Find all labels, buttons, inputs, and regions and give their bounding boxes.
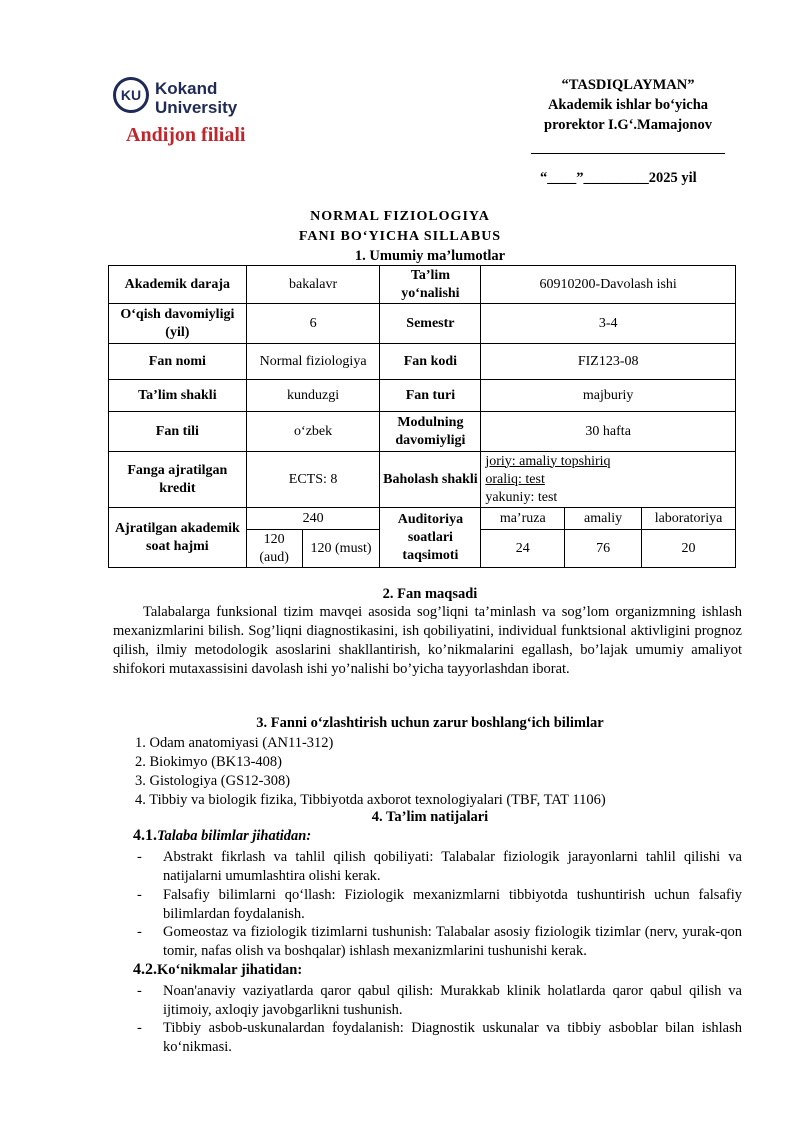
label-cell: O‘qish davomiyligi (yil) xyxy=(109,304,247,344)
label-cell: Fan turi xyxy=(380,380,481,412)
value-cell: 60910200-Davolash ishi xyxy=(481,266,736,304)
logo-wordmark: Kokand University xyxy=(155,79,238,117)
value-cell: ECTS: 8 xyxy=(246,452,380,508)
value-cell: o‘zbek xyxy=(246,412,380,452)
assessment-cell: joriy: amaliy topshiriq oraliq: test yakuniy: test xyxy=(481,452,736,508)
header-cell: laboratoriya xyxy=(642,508,736,530)
value-cell: 3-4 xyxy=(481,304,736,344)
header-cell: ma’ruza xyxy=(481,508,565,530)
section-heading-4: 4. Ta’lim natijalari xyxy=(371,809,489,825)
table-row xyxy=(109,266,736,304)
value-cell: FIZ123-08 xyxy=(481,344,736,380)
label-cell: Fan nomi xyxy=(109,344,247,380)
section-heading-2: 2. Fan maqsadi xyxy=(382,586,478,602)
list-item: - Gomeostaz va fiziologik tizimlarni tushunish: Talabalar asosiy fiziologik tizimlar (nerv, yurak-qon tomir, nafas olish va boshqalar) ishlash mexanizmlarini tushunishi kerak. xyxy=(137,924,742,959)
approval-date: “____”_________2025 yil xyxy=(540,170,697,186)
table-row xyxy=(109,412,736,452)
subsection-4-1: 4.1.Talaba bilimlar jihatidan: xyxy=(133,827,312,844)
label-cell: Ajratilgan akademik soat hajmi xyxy=(109,508,247,568)
table-row xyxy=(109,304,736,344)
header-cell: amaliy xyxy=(565,508,642,530)
table-row xyxy=(109,508,736,530)
value-cell: 20 xyxy=(642,530,736,568)
approval-heading: “TASDIQLAYMAN” xyxy=(561,77,695,93)
label-cell: Akademik daraja xyxy=(109,266,247,304)
value-cell: 76 xyxy=(565,530,642,568)
label-cell: Ta’lim yo‘nalishi xyxy=(380,266,481,304)
label-cell: Baholash shakli xyxy=(380,452,481,508)
subsection-4-2: 4.2.Ko‘nikmalar jihatidan: xyxy=(133,961,303,978)
signature-line xyxy=(531,135,725,154)
approval-block xyxy=(528,75,728,154)
list-item: - Tibbiy asbob-uskunalardan foydalanish: Diagnostik uskunalar va tibbiy asboblar bilan ishlash ko‘nikmasi. xyxy=(137,1020,742,1055)
document-title: NORMAL FIZIOLOGIYA xyxy=(310,209,490,224)
label-cell: Modulning davomiyligi xyxy=(380,412,481,452)
label-cell: Fan tili xyxy=(109,412,247,452)
purpose-paragraph: Talabalarga funksional tizim mavqei asosida sog’liqni ta’minlash va sog’lom organizmning ishlash mexanizmlarini bilish. Sog’liqni diagnostikasini, ish qobiliyatini, individual funktsional aktivligini prognoz qilish, ilmiy metodologik asoslarini shakllantirish, ko’nikmalarini egallash, bo’lajak umumiy amaliyot shifokori mutaxassisini davolash ishi yo’nalishi bo’yicha tayyorlashdan iborat. xyxy=(113,604,742,677)
label-cell: Fanga ajratilgan kredit xyxy=(109,452,247,508)
value-cell: 6 xyxy=(246,304,380,344)
university-logo xyxy=(113,77,273,147)
logo-mark: KU xyxy=(113,77,149,113)
list-item: - Abstrakt fikrlash va tahlil qilish qobiliyati: Talabalar fiziologik jarayonlarni tahlil qilishi va natijalarni umumlashtira olishi kerak. xyxy=(137,849,742,884)
section-heading-1: 1. Umumiy ma’lumotlar xyxy=(354,248,506,264)
value-cell: 30 hafta xyxy=(481,412,736,452)
value-cell: 24 xyxy=(481,530,565,568)
approval-role: Akademik ishlar bo‘yicha xyxy=(547,97,709,113)
list-item: 2. Biokimyo (BK13-408) xyxy=(135,754,283,770)
general-info-table xyxy=(108,265,736,568)
list-item: 1. Odam anatomiyasi (AN11-312) xyxy=(135,735,334,751)
list-item: 3. Gistologiya (GS12-308) xyxy=(135,773,291,789)
value-cell: Normal fiziologiya xyxy=(246,344,380,380)
value-cell: kunduzgi xyxy=(246,380,380,412)
label-cell: Fan kodi xyxy=(380,344,481,380)
prerequisite-list xyxy=(135,734,606,810)
list-item: - Falsafiy bilimlarni qo‘llash: Fiziologik mexanizmlarni tibbiyotda tushuntirish uchun falsafiy bilimlardan foydalanish. xyxy=(137,887,742,922)
label-cell: Ta’lim shakli xyxy=(109,380,247,412)
label-cell: Auditoriya soatlari taqsimoti xyxy=(380,508,481,568)
list-item: 4. Tibbiy va biologik fizika, Tibbiyotda axborot texnologiyalari (TBF, TAT 1106) xyxy=(135,792,606,808)
table-row xyxy=(109,344,736,380)
value-cell: bakalavr xyxy=(246,266,380,304)
document-subtitle: FANI BO‘YICHA SILLABUS xyxy=(298,229,502,244)
logo-branch: Andijon filiali xyxy=(126,124,246,146)
approval-signer: prorektor I.G‘.Mamajonov xyxy=(544,117,712,133)
table-row xyxy=(109,452,736,508)
section-heading-3: 3. Fanni o‘zlashtirish uchun zarur boshlang‘ich bilimlar xyxy=(256,715,604,731)
value-cell: 120 (must) xyxy=(302,530,380,568)
label-cell: Semestr xyxy=(380,304,481,344)
table-row xyxy=(109,380,736,412)
value-cell: majburiy xyxy=(481,380,736,412)
value-cell: 120 (aud) xyxy=(246,530,302,568)
list-item: - Noan'anaviy vaziyatlarda qaror qabul qilish: Murakkab klinik holatlarda qaror qabul qilish va ijtimoiy, axloqiy javobgarlikni tushunish. xyxy=(137,983,742,1018)
value-cell: 240 xyxy=(246,508,380,530)
